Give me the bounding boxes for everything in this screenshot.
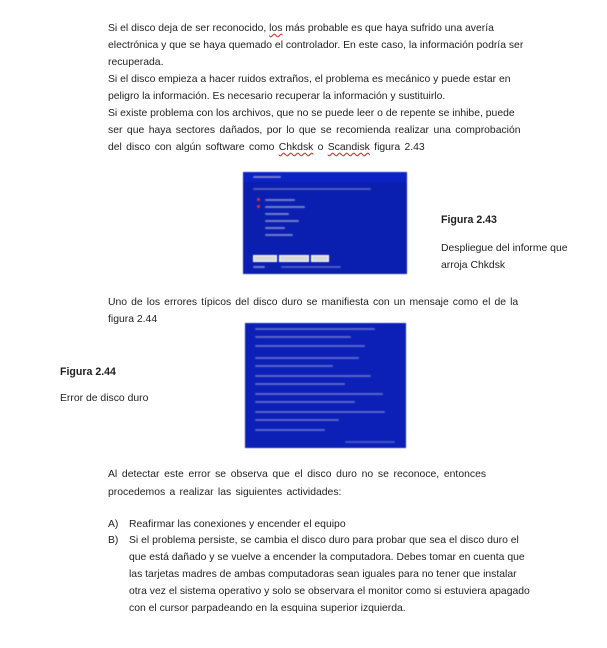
text-blur (255, 328, 375, 330)
text-blur (265, 227, 285, 229)
dialog-button (253, 255, 277, 262)
text-line: electrónica y que se haya quemado el controlador. En este caso, la información podría ser (108, 40, 524, 51)
list-item: Reafirmar las conexiones y encender el equipo (129, 519, 346, 530)
bullet-icon (257, 198, 260, 201)
text-blur (255, 419, 339, 421)
misspelled-word: los (269, 23, 283, 34)
text-line: Uno de los errores típicos del disco duro se manifiesta con un mensaje como el de la (108, 297, 519, 308)
chkdsk-report-image (243, 172, 407, 274)
text-line: Al detectar este error se observa que el disco duro no se reconoce, entonces (108, 469, 487, 480)
dialog-button (311, 255, 329, 262)
status-blur (281, 266, 341, 268)
title-text-blur (253, 176, 281, 178)
list-item-line: otra vez el sistema operativo y solo se observara el monitor como si estuviera apagado (129, 586, 530, 597)
text-span: del disco con algún software como (108, 142, 279, 153)
text-line: peligro la información. Es necesario recuperar la información y sustituirlo. (108, 91, 446, 102)
figure-2-44-title: Figura 2.44 (60, 366, 116, 378)
text-line: Si existe problema con los archivos, que no se puede leer o de repente se inhibe, puede (108, 108, 515, 119)
list-item-line: con el cursor parpadeando en la esquina superior izquierda. (129, 603, 406, 614)
text-blur (265, 206, 305, 208)
text-blur (255, 393, 383, 395)
text-line: procedemos a realizar las siguientes actividades: (108, 487, 342, 498)
text-line: recuperada. (108, 57, 164, 68)
disk-error-image (245, 323, 406, 448)
text-blur (253, 188, 371, 190)
text-blur (255, 357, 359, 359)
text-line: figura 2.44 (108, 314, 158, 325)
text-blur (255, 429, 325, 431)
text-span: Si el disco deja de ser reconocido, (108, 23, 270, 34)
text-blur (265, 199, 295, 201)
misspelled-word: Chkdsk (278, 142, 314, 153)
text-blur (265, 220, 299, 222)
text-blur (255, 365, 333, 367)
list-item-line: Si el problema persiste, se cambia el disco duro para probar que sea el disco duro el (129, 535, 519, 546)
text-blur (265, 213, 289, 215)
text-line: ser que haya sectores dañados, por lo que se recomienda realizar una comprobación (108, 125, 521, 136)
text-blur (345, 441, 395, 443)
text-blur (255, 401, 355, 403)
figure-2-43-caption-line: arroja Chkdsk (441, 260, 506, 271)
figure-2-44-caption: Error de disco duro (60, 393, 149, 404)
bullet-icon (257, 205, 260, 208)
figure-2-43-caption-line: Despliegue del informe que (441, 243, 568, 254)
text-span: más probable es que haya sufrido una avería (282, 23, 494, 34)
list-item-line: las tarjetas madres de ambas computadoras sean iguales para no tener que instalar (129, 569, 517, 580)
status-blur (253, 266, 265, 268)
dialog-button (279, 255, 309, 262)
text-line (108, 21, 494, 37)
text-blur (265, 234, 293, 236)
list-item-line: que está dañado y se vuelve a encender la computadora. Debes tomar en cuenta que (129, 552, 525, 563)
figure-2-43-title: Figura 2.43 (441, 214, 497, 226)
text-span: figura 2.43 (369, 142, 425, 153)
text-line: Si el disco empieza a hacer ruidos extraños, el problema es mecánico y puede estar en (108, 74, 511, 85)
misspelled-word: Scandisk (327, 142, 370, 153)
list-marker: A) (108, 519, 119, 530)
text-blur (255, 383, 345, 385)
text-blur (255, 375, 371, 377)
text-span: o (313, 142, 328, 153)
list-marker: B) (108, 535, 119, 546)
text-blur (255, 345, 365, 347)
text-blur (255, 336, 351, 338)
text-blur (255, 411, 385, 413)
text-line (108, 140, 425, 156)
